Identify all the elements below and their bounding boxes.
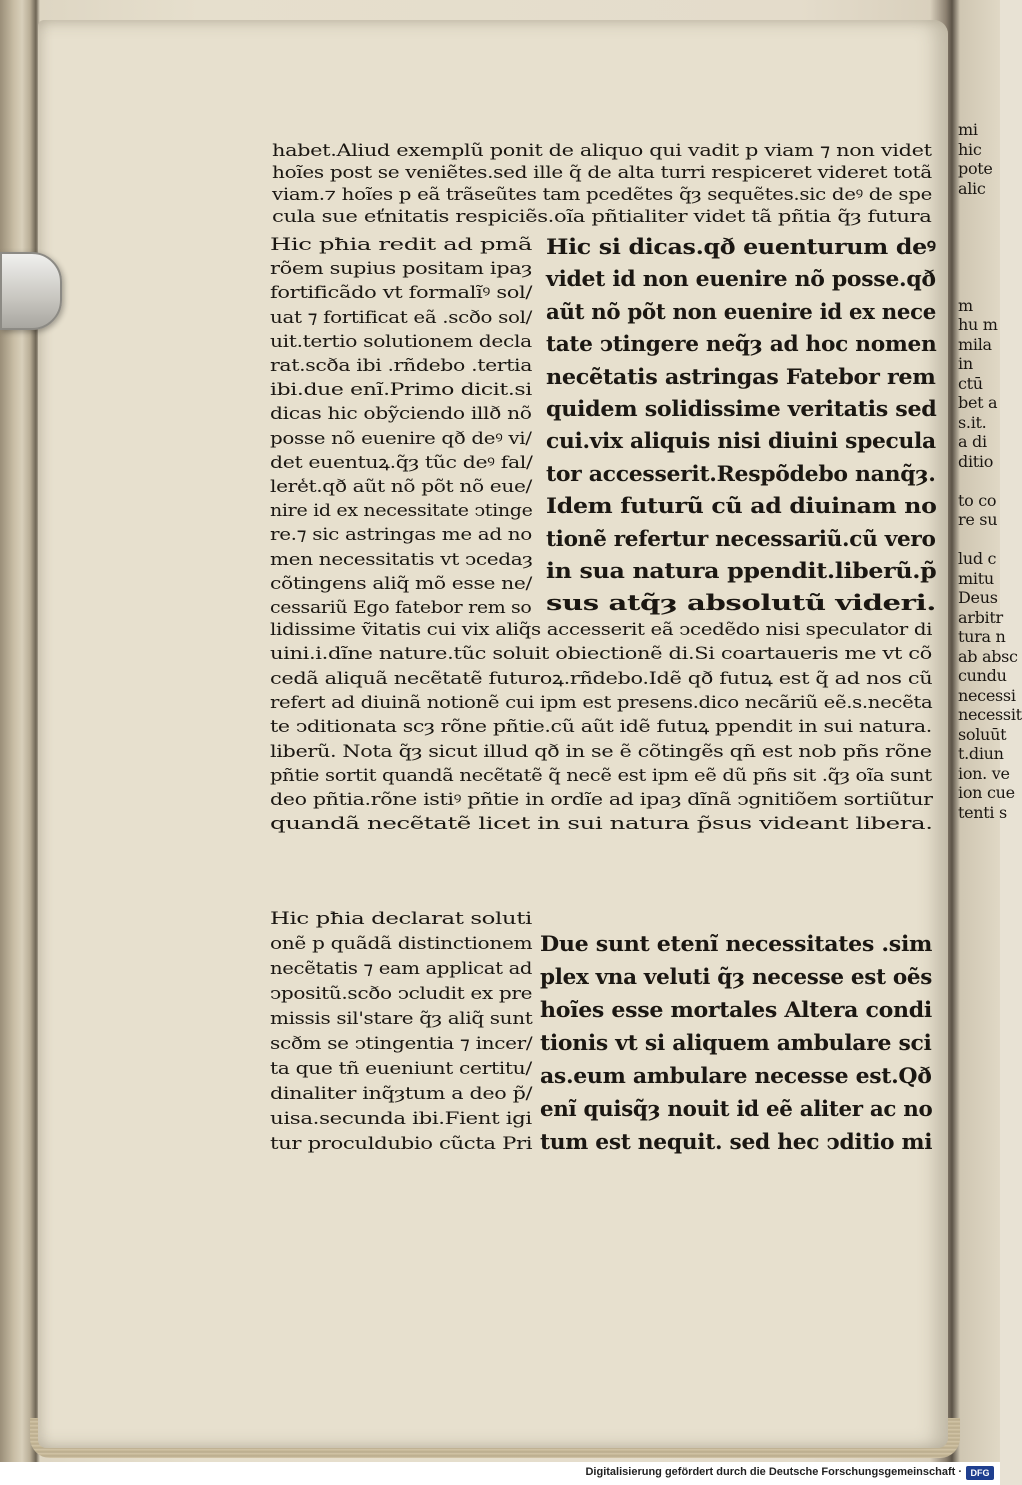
main-2-line: plex vna veluti q̃ȝ necesse est oẽs	[540, 964, 933, 989]
main-1-line: tionẽ refertur necessariũ.cũ vero	[546, 525, 936, 551]
edge-fragment: Deus	[958, 588, 998, 607]
gloss-mid-line: quandã necẽtatẽ licet in sui natura p̃sus videant libera.	[270, 814, 933, 835]
main-1-line: necẽtatis astringas Fatebor rem	[546, 363, 936, 389]
edge-fragment: mila	[958, 334, 992, 354]
gloss-mid-line: liberũ. Nota q̃ȝ sicut illud qð in se ẽ cõtingẽs qñ est nob pñs rõne	[270, 741, 932, 762]
gloss-mid-line: cedã aliquã necẽtatẽ futuroꝝ.rñdebo.Idẽ qð futuꝝ est q̃ ad nos cũ	[270, 668, 933, 689]
gloss-left-1-line: rat.scða ibi .rñdebo .tertia	[270, 356, 533, 376]
edge-fragment: cundu	[958, 666, 1007, 685]
gloss-left-1-line: re.⁊ sic astringas me ad no	[270, 525, 532, 546]
edge-fragment: t.diun	[958, 744, 1004, 763]
gloss-left-1-line: uat ⁊ fortificat eã .scðo sol/	[270, 307, 532, 328]
gloss-left-2-line: ↄpositũ.scðo ↄcludit ex pre	[270, 984, 533, 1004]
gloss-top-line: viam.⁊ hoĩes p eã trãseũtes tam pcedẽtes q̃ȝ sequẽtes.sic deꝰ de spe	[272, 185, 932, 205]
main-2-line: Due sunt etenĩ necessitates .sim	[540, 931, 933, 956]
main-1-line: tor accesserit.Respõdebo nanq̃ȝ.	[546, 460, 936, 486]
main-1-line: sus atq̃ȝ absolutũ videri.	[546, 590, 937, 616]
main-2-line: as.eum ambulare necesse est.Qð	[540, 1063, 932, 1088]
edge-fragment: hic	[958, 139, 982, 159]
main-2-line: hoĩes esse mortales Altera condi	[540, 997, 932, 1022]
gloss-left-2-line: tur proculdubio cũcta Pri	[270, 1134, 533, 1154]
gloss-mid-line: uini.i.dĩne nature.tũc soluit obiectionẽ di.Si coartaueris me vt cõ	[270, 644, 932, 665]
edge-fragment: arbitr	[958, 607, 1003, 627]
next-page-edge	[952, 120, 1022, 840]
gloss-left-2-line: necẽtatis ⁊ eam applicat ad	[270, 959, 533, 979]
edge-fragment: ditio	[958, 451, 994, 471]
edge-fragment: necessi	[958, 685, 1016, 705]
page-clip	[0, 252, 62, 330]
gloss-mid-line: pñtie sortit quandã necẽtatẽ q̃ necẽ est ipm eẽ dũ pñs sit .q̃ȝ oĩa sunt	[270, 765, 932, 786]
edge-fragment: pote	[958, 159, 993, 178]
gloss-left-2-line: missis sil'stare q̃ȝ aliq̃ sunt	[270, 1009, 533, 1029]
edge-fragment: ab absc	[958, 646, 1018, 666]
gloss-left-1-line: Hic pħia redit ad pmã	[270, 235, 532, 255]
gloss-left-1-line: fortificãdo vt formalĩꝰ sol/	[270, 283, 533, 304]
gloss-left-2-line: uisa.secunda ibi.Fient igi	[270, 1109, 532, 1129]
edge-fragment: soluūt	[958, 724, 1007, 744]
main-1-line: quidem solidissime veritatis sed	[546, 396, 937, 421]
main-2-line: tum est nequit. sed hec ↄditio mi	[540, 1129, 933, 1154]
gloss-left-2-line: onẽ p quãdã distinctionem	[270, 934, 533, 954]
gloss-left-1-line: dicas hic obỹciendo illð nõ	[270, 404, 532, 425]
gloss-left-2-line: scðm se ↄtingentia ⁊ incer/	[270, 1034, 533, 1054]
funding-credit: Digitalisierung gefördert durch die Deutsche Forschungsgemeinschaft ·	[585, 1466, 962, 1478]
gloss-left-1-line: uit.tertio solutionem decla	[270, 331, 532, 352]
edge-fragment: mitu	[958, 568, 994, 588]
main-1-line: aũt nõ põt non euenire id ex nece	[546, 298, 937, 324]
main-1-line: Hic si dicas.qð euenturum deꝰ	[546, 234, 936, 259]
edge-fragment: tenti s	[958, 802, 1007, 822]
footer-bar	[0, 1462, 1000, 1485]
gloss-mid-line: te ↄditionata scȝ rõne pñtie.cũ aũt idẽ futuꝝ ppendit in sui natura.	[270, 717, 932, 738]
gloss-left-1-line: cessariũ Ego fatebor rem so	[270, 598, 532, 618]
main-1-line: in sua natura ppendit.liberũ.p̃	[546, 558, 937, 583]
gloss-left-1-line: lere̾t.qð aũt nõ põt nõ eue/	[270, 477, 532, 497]
edge-fragment: mi	[958, 120, 978, 139]
edge-fragment: m	[958, 295, 973, 315]
gloss-top-line: cula sue eťnitatis respiciẽs.oĩa pñtialiter videt tã pñtia q̃ȝ futura	[272, 207, 932, 227]
edge-fragment: alic	[958, 178, 986, 198]
edge-fragment: ctū	[958, 373, 983, 393]
gloss-mid-line: refert ad diuinã notionẽ cui ipm est presens.dico necãriũ eẽ.s.necẽta	[270, 692, 933, 713]
dfg-logo: DFG	[966, 1466, 994, 1480]
gloss-left-1-line: nire id ex necessitate ↄtinge	[270, 501, 533, 522]
main-2-line: tionis vt si aliquem ambulare sci	[540, 1030, 932, 1055]
gloss-left-2-line: Hic pħia declarat soluti	[270, 909, 532, 929]
gloss-left-2-line: dinaliter inq̃ȝtum a deo p̃/	[270, 1084, 533, 1104]
edge-fragment: to co	[958, 490, 997, 510]
edge-fragment: bet a	[958, 393, 998, 412]
gloss-left-1-line: rõem supius positam ipaȝ	[270, 259, 532, 280]
gloss-left-1-line: men necessitatis vt ↄcedaȝ	[270, 549, 533, 570]
edge-fragment: ion cue	[958, 783, 1015, 802]
gloss-left-1-line: ibi.due enĩ.Primo dicit.si	[270, 380, 532, 401]
edge-fragment: tura n	[958, 627, 1006, 646]
edge-fragment: re su	[958, 510, 998, 529]
gloss-left-1-line: posse nõ euenire qð deꝰ vi/	[270, 428, 532, 449]
main-2-line: enĩ quisq̃ȝ nouit id eẽ aliter ac no	[540, 1096, 933, 1121]
gloss-mid-line: deo pñtia.rõne istiꝰ pñtie in ordĩe ad ipaȝ dĩnã ↄgnitiõem sortiũtur	[270, 790, 933, 811]
main-1-line: tate ↄtingere neq̃ȝ ad hoc nomen	[546, 331, 937, 357]
gloss-left-2-line: ta que tñ eueniunt certitu/	[270, 1059, 532, 1079]
edge-fragment: necessit	[958, 705, 1022, 724]
main-1-line: Idem futurũ cũ ad diuinam no	[546, 493, 937, 519]
gloss-left-1-line: det euentuꝝ.q̃ȝ tũc deꝰ fal/	[270, 452, 533, 473]
edge-fragment: ion. ve	[958, 763, 1010, 783]
edge-fragment: hu m	[958, 315, 998, 334]
gloss-left-1-line: cõtingens aliq̃ mõ esse ne/	[270, 573, 532, 594]
edge-fragment: in	[958, 354, 973, 373]
edge-fragment: s.it.	[958, 412, 987, 432]
edge-fragment: a di	[958, 432, 987, 451]
gloss-top-line: habet.Aliud exemplũ ponit de aliquo qui vadit p viam ⁊ non videt	[272, 141, 932, 161]
main-1-line: videt id non euenire nõ posse.qð	[546, 266, 936, 292]
gloss-top-line: hoĩes post se veniẽtes.sed ille q̃ de alta turri respiceret videret totã	[272, 163, 932, 183]
gloss-mid-line: lidissime ṽitatis cui vix aliq̃s accesserit eã ↄcedẽdo nisi speculator di	[270, 620, 933, 640]
edge-fragment: lud c	[958, 549, 997, 568]
main-1-line: cui.vix aliquis nisi diuini specula	[546, 428, 936, 454]
